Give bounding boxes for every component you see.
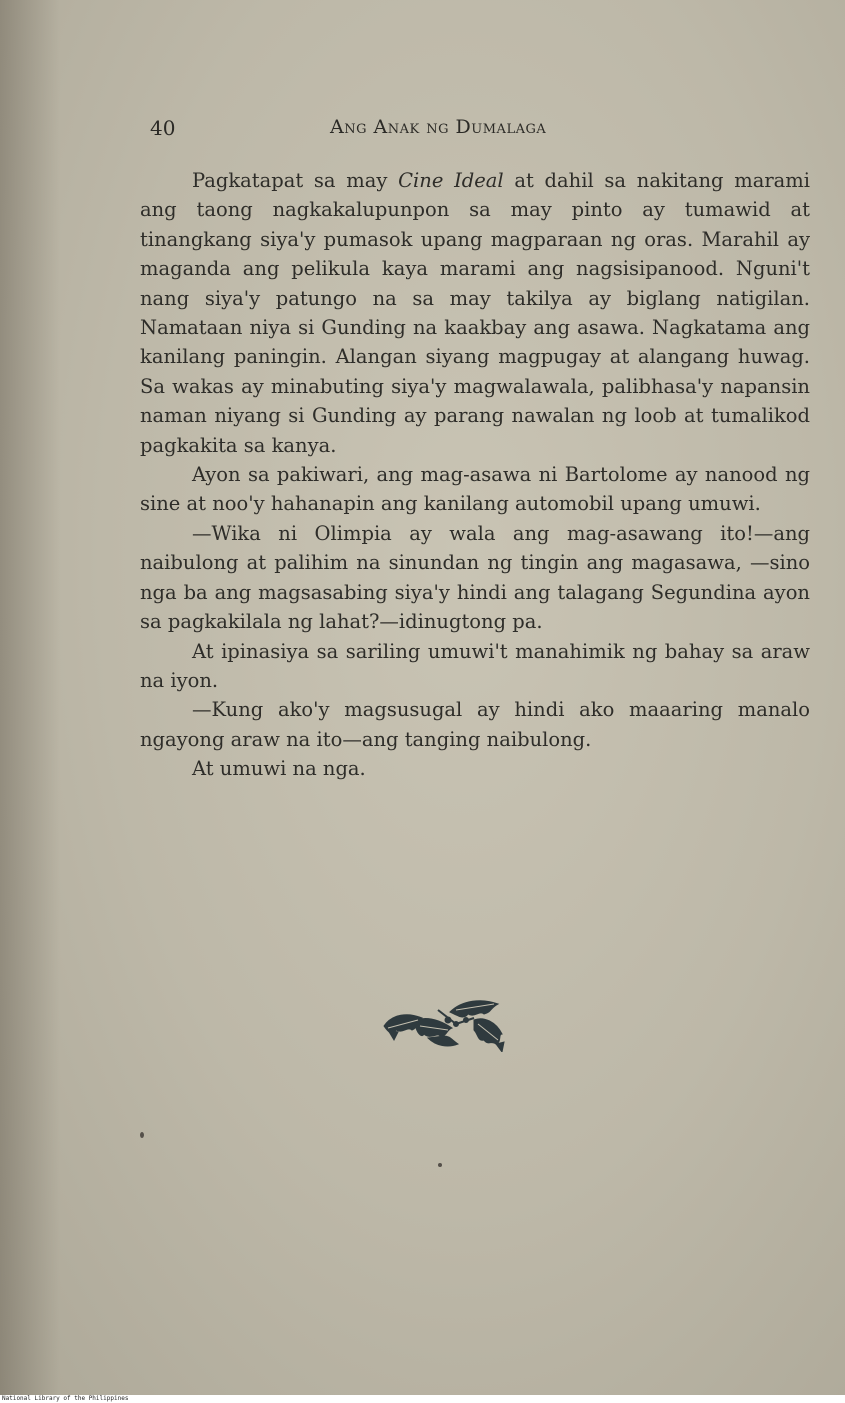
footer-strip [0, 1395, 845, 1403]
paragraph-4: At ipinasiya sa sariling umuwi't manahimik ng bahay sa araw na iyon. [140, 639, 810, 692]
paragraph-3: —Wika ni Olimpia ay wala ang mag-asawang ito!—ang naibulong at palihim na sinundan ng tingin ang magasawa, —sino nga ba ang magsasabing siya'y hindi ang talagang Segundina ayon sa pagkakilala ng lahat?—idinugtong pa. [140, 521, 810, 634]
paragraph-2: Ayon sa pakiwari, ang mag-asawa ni Bartolome ay nanood ng sine at noo'y hahanapin ang kanilang automobil upang umuwi. [140, 463, 810, 516]
paragraph-1: Pagkatapat sa may Cine Ideal at dahil sa nakitang marami ang taong nagkakalupunpon sa may pinto ay tumawid at tinangkang siya'y pumasok upang magparaan ng oras. Marahil ay maganda ang pelikula kaya marami ang nagsisipanood. Nguni't nang siya'y patungo na sa may takilya ay biglang natigilan. Namataan niya si Gunding na kaakbay ang asawa. Nagkatama ang kanilang paningin. Alangan siyang magpugay at alangang huwag. Sa wakas ay minabuting siya'y magwalawala, palibhasa'y napansin naman niyang si Gunding ay parang nawalan ng loob at tumalikod pagkakita sa kanya. [140, 169, 811, 457]
page-number: 40 [150, 116, 176, 140]
cinema-name: Cine Ideal [398, 169, 504, 192]
running-title: Ang Anak ng Dumalaga [330, 116, 547, 138]
body-text [140, 166, 810, 784]
paragraph-6: At umuwi na nga. [192, 757, 366, 781]
holly-leaf-ornament-icon [378, 990, 523, 1052]
paper-speck [140, 1132, 144, 1138]
paper-speck [438, 1163, 442, 1167]
library-credit: National Library of the Philippines [2, 1395, 129, 1402]
paragraph-5: —Kung ako'y magsusugal ay hindi ako maaaring manalo ngayong araw na ito—ang tanging naibulong. [140, 698, 810, 751]
page-header [150, 112, 810, 142]
